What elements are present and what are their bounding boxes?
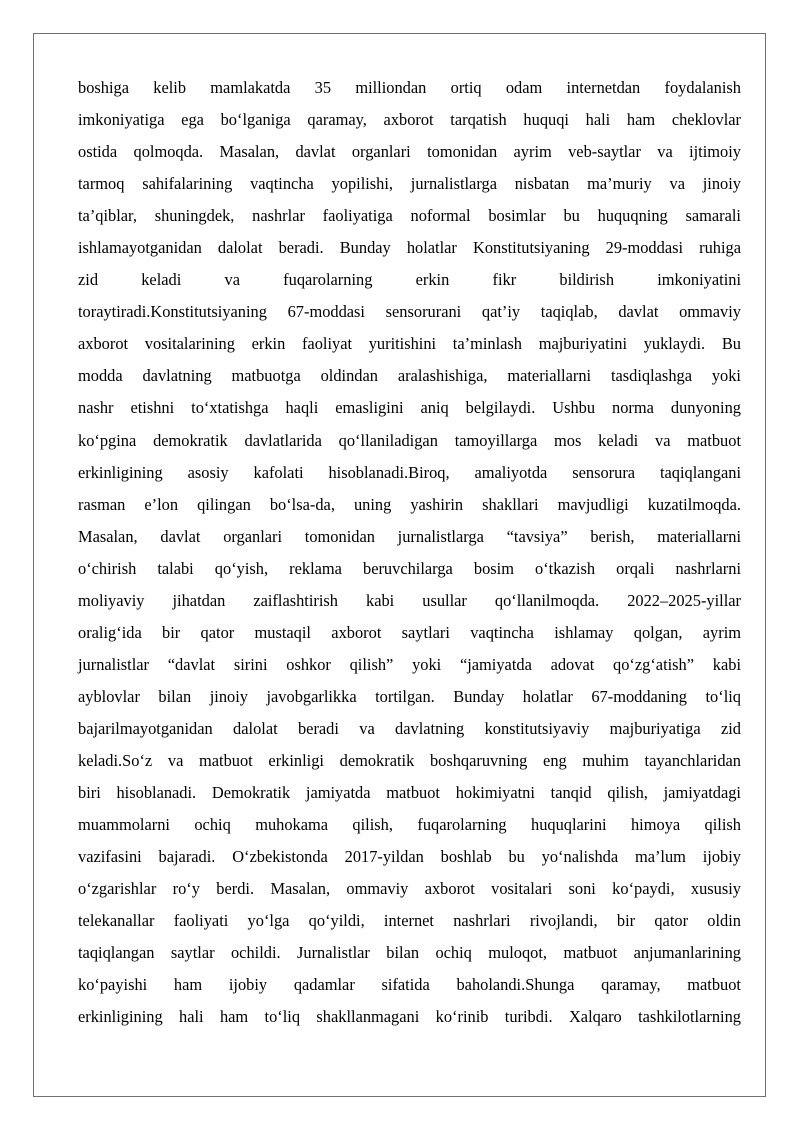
text-line: keladi.So‘z va matbuot erkinligi demokratik boshqaruvning eng muhim tayanchlaridan bbox=[78, 750, 741, 770]
text-line: modda davlatning matbuotga oldindan aralashishiga, materiallarni tasdiqlashga yoki bbox=[78, 366, 741, 386]
text-line: ko‘pgina demokratik davlatlarida qo‘llaniladigan tamoyillarga mos keladi va matbuot bbox=[78, 430, 741, 450]
text-line: tarmoq sahifalarining vaqtincha yopilishi, jurnalistlarga nisbatan ma’muriy va jinoiy bbox=[78, 174, 741, 194]
text-line: vazifasini bajaradi. O‘zbekistonda 2017-yildan boshlab bu yo‘nalishda ma’lum ijobiy bbox=[78, 847, 741, 867]
text-line: ayblovlar bilan jinoiy javobgarlikka tortilgan. Bunday holatlar 67-moddaning to‘liq bbox=[78, 686, 741, 706]
text-line: moliyaviy jihatdan zaiflashtirish kabi usullar qo‘llanilmoqda. 2022–2025-yillar bbox=[78, 590, 741, 610]
text-line: Masalan, davlat organlari tomonidan jurnalistlarga “tavsiya” berish, materiallarni bbox=[78, 526, 741, 546]
text-line: toraytiradi.Konstitutsiyaning 67-moddasi sensorurani qat’iy taqiqlab, davlat ommaviy bbox=[78, 302, 741, 322]
text-line: oralig‘ida bir qator mustaqil axborot saytlari vaqtincha ishlamay qolgan, ayrim bbox=[78, 622, 741, 642]
text-line: biri hisoblanadi. Demokratik jamiyatda matbuot hokimiyatni tanqid qilish, jamiyatdagi bbox=[78, 783, 741, 803]
text-line: ta’qiblar, shuningdek, nashrlar faoliyatiga noformal bosimlar bu huquqning samarali bbox=[78, 206, 741, 226]
text-line: telekanallar faoliyati yo‘lga qo‘yildi, internet nashrlari rivojlandi, bir qator oldin bbox=[78, 911, 741, 931]
text-line: bajarilmayotganidan dalolat beradi va davlatning konstitutsiyaviy majburiyatiga zid bbox=[78, 718, 741, 738]
text-line: nashr etishni to‘xtatishga haqli emasligini aniq belgilaydi. Ushbu norma dunyoning bbox=[78, 398, 741, 418]
text-line: boshiga kelib mamlakatda 35 milliondan ortiq odam internetdan foydalanish bbox=[78, 78, 741, 97]
text-line: o‘zgarishlar ro‘y berdi. Masalan, ommaviy axborot vositalari soni ko‘paydi, xususiy bbox=[78, 879, 741, 899]
text-line: zid keladi va fuqarolarning erkin fikr bildirish imkoniyatini bbox=[78, 270, 741, 290]
text-line: erkinligining hali ham to‘liq shakllanmagani ko‘rinib turibdi. Xalqaro tashkilotlarning bbox=[78, 1007, 741, 1027]
text-line: axborot vositalarining erkin faoliyat yuritishini ta’minlash majburiyatini yuklaydi. Bu bbox=[78, 334, 741, 354]
text-line: rasman e’lon qilingan bo‘lsa-da, uning yashirin shakllari mavjudligi kuzatilmoqda. bbox=[78, 494, 741, 514]
text-line: imkoniyatiga ega bo‘lganiga qaramay, axborot tarqatish huquqi hali ham cheklovlar bbox=[78, 110, 741, 130]
text-line: ostida qolmoqda. Masalan, davlat organlari tomonidan ayrim veb-saytlar va ijtimoiy bbox=[78, 142, 741, 162]
text-line: muammolarni ochiq muhokama qilish, fuqarolarning huquqlarini himoya qilish bbox=[78, 815, 741, 835]
text-line: ko‘payishi ham ijobiy qadamlar sifatida baholandi.Shunga qaramay, matbuot bbox=[78, 975, 741, 995]
text-line: erkinligining asosiy kafolati hisoblanadi.Biroq, amaliyotda sensorura taqiqlangani bbox=[78, 462, 741, 482]
text-line: o‘chirish talabi qo‘yish, reklama beruvchilarga bosim o‘tkazish orqali nashrlarni bbox=[78, 558, 741, 578]
text-line: jurnalistlar “davlat sirini oshkor qilish” yoki “jamiyatda adovat qo‘zg‘atish” kabi bbox=[78, 654, 741, 674]
body-text bbox=[78, 72, 741, 1033]
text-line: ishlamayotganidan dalolat beradi. Bunday holatlar Konstitutsiyaning 29-moddasi ruhiga bbox=[78, 238, 741, 258]
text-line: taqiqlangan saytlar ochildi. Jurnalistlar bilan ochiq muloqot, matbuot anjumanlarining bbox=[78, 943, 741, 963]
